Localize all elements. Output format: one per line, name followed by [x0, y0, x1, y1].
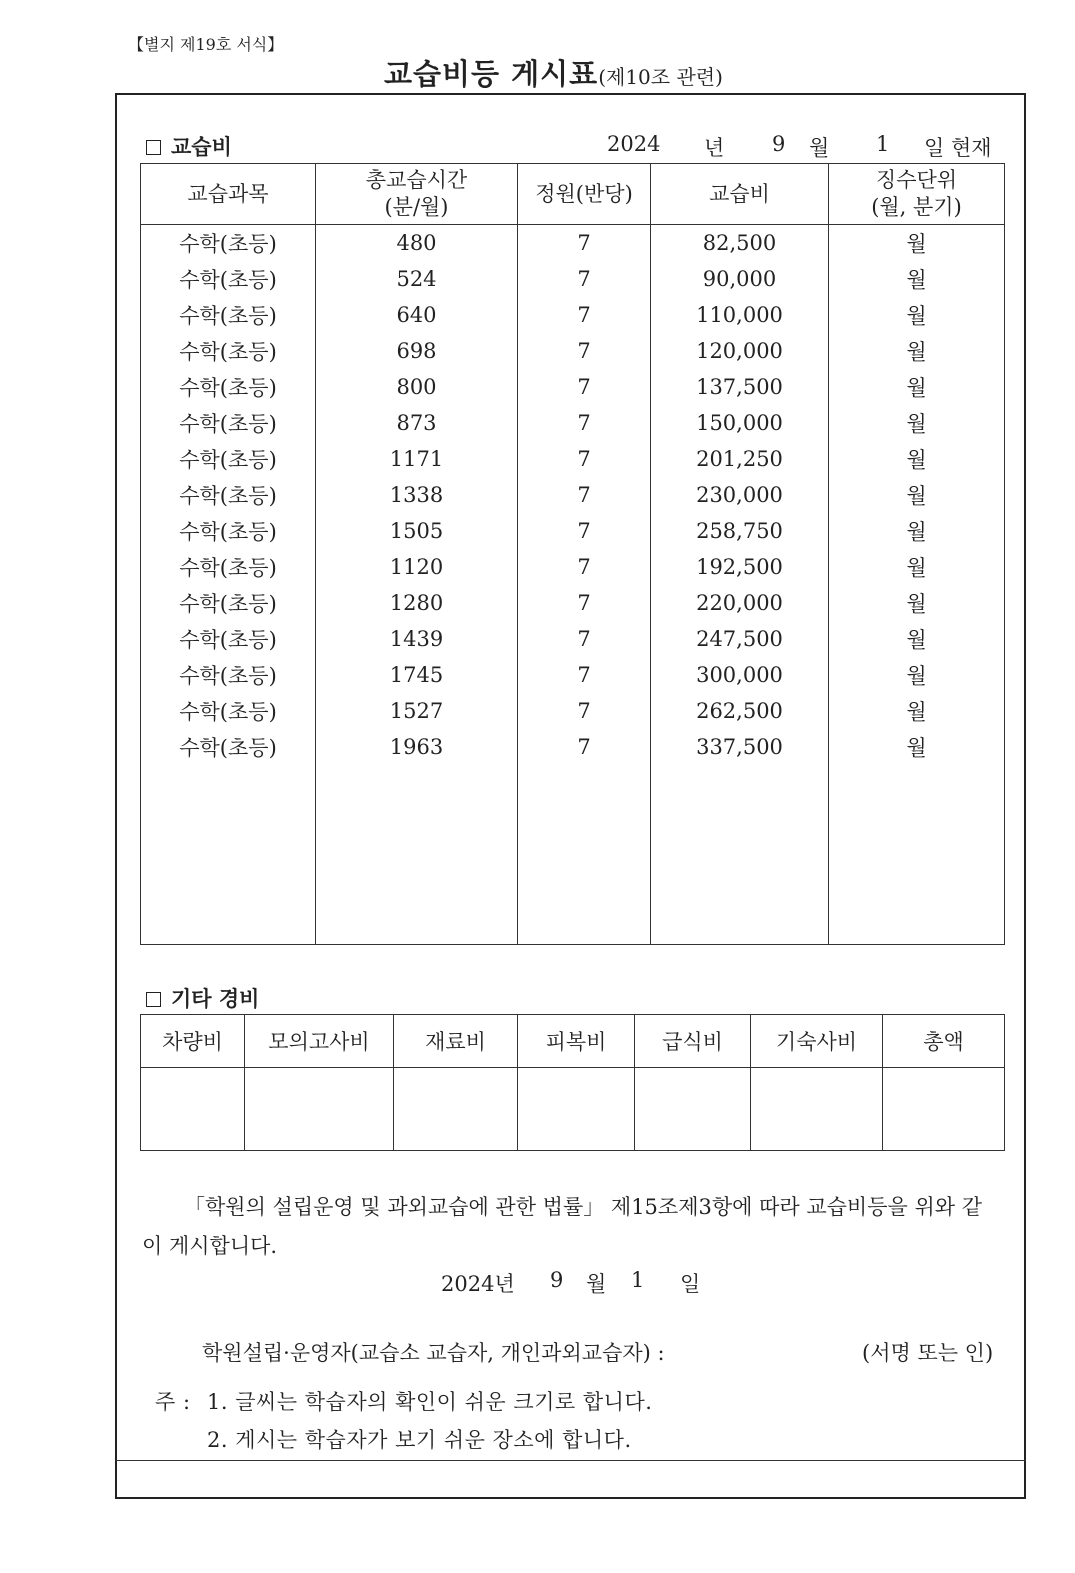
table-row [141, 333, 1005, 369]
cell-mock-exam [245, 1068, 394, 1151]
table-row [141, 693, 1005, 729]
cell-capacity: 7 [518, 261, 651, 297]
table-row [141, 369, 1005, 405]
as-of-month-unit: 월 [809, 136, 830, 160]
header-materials: 재료비 [394, 1015, 518, 1068]
signature-placeholder: (서명 또는 인) [862, 1341, 994, 1365]
cell-minutes: 1120 [316, 549, 518, 585]
cell-materials [394, 1068, 518, 1151]
legal-notice: 「학원의 설립운영 및 과외교습에 관한 법률」 제15조제3항에 따라 교습비등을 위와 같이 게시합니다. [142, 1195, 982, 1258]
title-sub: (제10조 관련) [598, 65, 723, 89]
as-of-year-unit: 년 [704, 136, 725, 160]
cell-unit: 월 [829, 729, 1005, 765]
cell-subject: 수학(초등) [141, 297, 316, 333]
cell-minutes: 1963 [316, 729, 518, 765]
cell-fee: 137,500 [651, 369, 829, 405]
date-day-unit: 일 [680, 1272, 701, 1296]
cell-subject: 수학(초등) [141, 657, 316, 693]
cell-minutes: 1171 [316, 441, 518, 477]
cell-subject: 수학(초등) [141, 549, 316, 585]
table-row [141, 297, 1005, 333]
as-of-month: 9 [772, 132, 786, 156]
table-row [141, 657, 1005, 693]
cell-fee: 150,000 [651, 405, 829, 441]
cell-capacity: 7 [518, 693, 651, 729]
header-mock-exam: 모의고사비 [245, 1015, 394, 1068]
cell-capacity: 7 [518, 225, 651, 262]
cell-unit: 월 [829, 585, 1005, 621]
cell-unit: 월 [829, 225, 1005, 262]
cell-minutes: 1745 [316, 657, 518, 693]
date-year: 2024년 [441, 1272, 515, 1296]
cell-fee: 247,500 [651, 621, 829, 657]
table-row [141, 261, 1005, 297]
table-row [141, 477, 1005, 513]
cell-fee: 192,500 [651, 549, 829, 585]
checkbox-square-icon [146, 992, 161, 1007]
cell-capacity: 7 [518, 549, 651, 585]
document-title [384, 52, 723, 93]
cell-minutes: 1439 [316, 621, 518, 657]
cell-minutes: 698 [316, 333, 518, 369]
table-row [141, 225, 1005, 262]
cell-capacity: 7 [518, 585, 651, 621]
cell-fee: 220,000 [651, 585, 829, 621]
signer-label: 학원설립·운영자(교습소 교습자, 개인과외교습자) : [202, 1341, 665, 1365]
cell-total [883, 1068, 1005, 1151]
cell-fee: 82,500 [651, 225, 829, 262]
checkbox-square-icon [146, 140, 161, 155]
note-item: 1. 글씨는 학습자의 확인이 쉬운 크기로 합니다. [207, 1390, 653, 1414]
cell-subject: 수학(초등) [141, 405, 316, 441]
cell-fee: 120,000 [651, 333, 829, 369]
cell-fee: 90,000 [651, 261, 829, 297]
as-of-day-unit: 일 현재 [924, 136, 992, 160]
cell-subject: 수학(초등) [141, 261, 316, 297]
as-of-day: 1 [876, 132, 890, 156]
header-fee: 교습비 [651, 164, 829, 225]
notes-prefix: 주 : [155, 1390, 191, 1414]
cell-unit: 월 [829, 441, 1005, 477]
header-uniform: 피복비 [518, 1015, 635, 1068]
cell-minutes: 480 [316, 225, 518, 262]
cell-capacity: 7 [518, 297, 651, 333]
cell-vehicle [141, 1068, 245, 1151]
cell-subject: 수학(초등) [141, 333, 316, 369]
cell-meals [635, 1068, 751, 1151]
cell-unit: 월 [829, 369, 1005, 405]
cell-subject: 수학(초등) [141, 513, 316, 549]
table-row [141, 441, 1005, 477]
cell-capacity: 7 [518, 621, 651, 657]
table-row [141, 405, 1005, 441]
cell-unit: 월 [829, 693, 1005, 729]
table-row [141, 585, 1005, 621]
cell-subject: 수학(초등) [141, 585, 316, 621]
cell-fee: 201,250 [651, 441, 829, 477]
cell-minutes: 873 [316, 405, 518, 441]
form-number: 【별지 제19호 서식】 [128, 35, 284, 54]
cell-capacity: 7 [518, 369, 651, 405]
cell-unit: 월 [829, 333, 1005, 369]
cell-subject: 수학(초등) [141, 369, 316, 405]
table-row [141, 513, 1005, 549]
cell-subject: 수학(초등) [141, 729, 316, 765]
note-item: 2. 게시는 학습자가 보기 쉬운 장소에 합니다. [207, 1428, 632, 1452]
cell-fee: 262,500 [651, 693, 829, 729]
cell-subject: 수학(초등) [141, 441, 316, 477]
footer-rule [115, 1460, 1026, 1461]
header-vehicle: 차량비 [141, 1015, 245, 1068]
cell-minutes: 800 [316, 369, 518, 405]
cell-dormitory [751, 1068, 883, 1151]
tuition-header-row [141, 164, 1005, 225]
table-row [141, 621, 1005, 657]
cell-capacity: 7 [518, 657, 651, 693]
header-subject: 교습과목 [141, 164, 316, 225]
cell-capacity: 7 [518, 333, 651, 369]
cell-uniform [518, 1068, 635, 1151]
cell-capacity: 7 [518, 441, 651, 477]
table-filler-row [141, 765, 1005, 945]
title-main: 교습비등 게시표 [384, 57, 599, 91]
header-capacity: 정원(반당) [518, 164, 651, 225]
cell-capacity: 7 [518, 477, 651, 513]
tuition-table [140, 163, 1005, 945]
cell-unit: 월 [829, 477, 1005, 513]
cell-unit: 월 [829, 621, 1005, 657]
cell-minutes: 1527 [316, 693, 518, 729]
header-meals: 급식비 [635, 1015, 751, 1068]
cell-unit: 월 [829, 261, 1005, 297]
cell-fee: 300,000 [651, 657, 829, 693]
other-expenses-table [140, 1014, 1005, 1151]
cell-minutes: 524 [316, 261, 518, 297]
date-month-unit: 월 [586, 1272, 607, 1296]
cell-minutes: 1505 [316, 513, 518, 549]
cell-fee: 110,000 [651, 297, 829, 333]
cell-unit: 월 [829, 657, 1005, 693]
cell-minutes: 1338 [316, 477, 518, 513]
cell-subject: 수학(초등) [141, 693, 316, 729]
cell-fee: 337,500 [651, 729, 829, 765]
other-expenses-header-row [141, 1015, 1005, 1068]
cell-subject: 수학(초등) [141, 477, 316, 513]
header-total-time: 총교습시간 (분/월) [316, 164, 518, 225]
cell-fee: 258,750 [651, 513, 829, 549]
header-total: 총액 [883, 1015, 1005, 1068]
cell-capacity: 7 [518, 405, 651, 441]
cell-minutes: 640 [316, 297, 518, 333]
date-day: 1 [631, 1268, 645, 1292]
other-expenses-value-row [141, 1068, 1005, 1151]
cell-subject: 수학(초등) [141, 621, 316, 657]
table-row [141, 549, 1005, 585]
cell-minutes: 1280 [316, 585, 518, 621]
cell-subject: 수학(초등) [141, 225, 316, 262]
cell-unit: 월 [829, 405, 1005, 441]
date-month: 9 [550, 1268, 564, 1292]
cell-capacity: 7 [518, 729, 651, 765]
table-row [141, 729, 1005, 765]
cell-capacity: 7 [518, 513, 651, 549]
cell-unit: 월 [829, 513, 1005, 549]
header-dormitory: 기숙사비 [751, 1015, 883, 1068]
tuition-section-heading: 교습비 [146, 131, 232, 161]
cell-unit: 월 [829, 297, 1005, 333]
as-of-year: 2024 [607, 132, 661, 156]
other-expenses-heading: 기타 경비 [146, 983, 259, 1013]
cell-fee: 230,000 [651, 477, 829, 513]
cell-unit: 월 [829, 549, 1005, 585]
header-unit: 징수단위 (월, 분기) [829, 164, 1005, 225]
